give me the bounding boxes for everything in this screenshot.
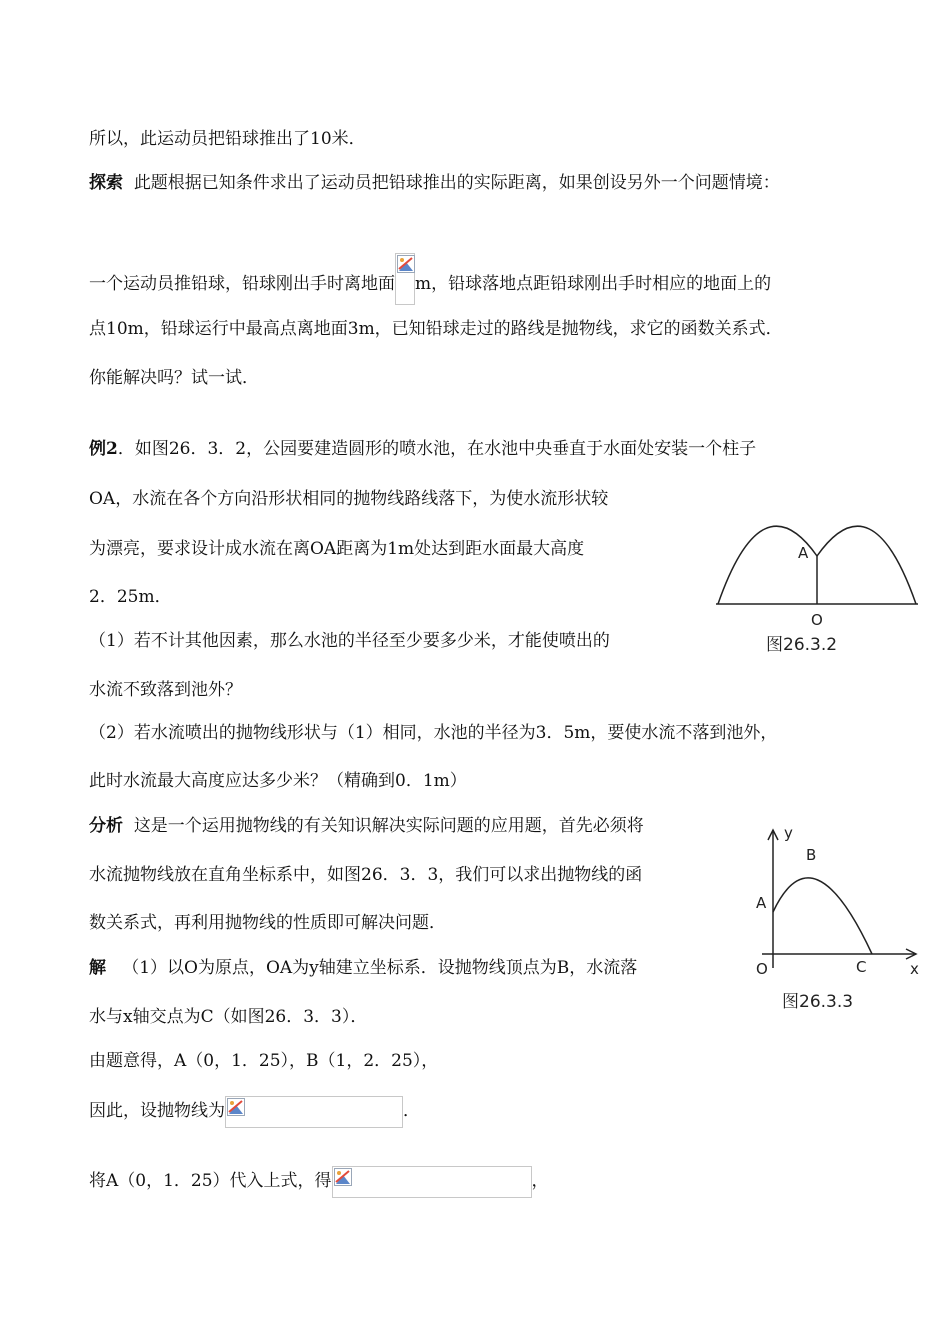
text-span: ， [531,1171,549,1191]
figure-caption: 图26.3.3 [782,992,854,1012]
text-line [89,957,637,979]
text-line: 数关系式，再利用抛物线的性质即可解决问题． [89,913,446,933]
text-line [89,172,780,194]
text-line: 水流不致落到池外？ [89,680,242,700]
text-span: m，铅球落地点距铅球刚出手时相应的地面上的 [415,274,772,294]
formula-image [332,1166,532,1198]
parabola-curve [773,878,872,954]
text-line: 2．25m． [89,587,172,607]
broken-image-icon [397,255,415,273]
text-line: （2）若水流喷出的抛物线形状与（1）相同，水池的半径为3．5m，要使水流不落到池外， [89,723,778,743]
text-span: 因此，设抛物线为 [89,1101,225,1121]
axis-y-label: y [784,824,793,842]
text-span: 此题根据已知条件求出了运动员把铅球推出的实际距离，如果创设另外一个问题情境： [133,173,780,193]
text-line: 此时水流最大高度应达多少米？（精确到0．1m） [89,771,467,791]
figure-fountain-diagram [712,508,924,628]
point-o-label: O [811,611,823,628]
label-solution: 解 [89,958,106,978]
point-b-label: B [806,846,817,864]
label-explore: 探索 [89,173,123,193]
label-example: 例2 [89,439,118,459]
text-line: 水流抛物线放在直角坐标系中，如图26．3．3，我们可以求出抛物线的函 [89,865,643,885]
text-line: 所以，此运动员把铅球推出了10米． [89,129,366,149]
left-parabola [718,526,817,604]
broken-image-icon [334,1168,352,1186]
point-c-label: C [856,958,867,976]
text-span: 一个运动员推铅球，铅球刚出手时离地面 [89,274,395,294]
text-span: 将A（0，1．25）代入上式，得 [89,1171,332,1191]
text-span: 这是一个运用抛物线的有关知识解决实际问题的应用题，首先必须将 [133,816,644,836]
figure-caption: 图26.3.2 [766,635,838,655]
label-analysis: 分析 [89,816,123,836]
text-line [89,815,644,837]
text-line: （1）若不计其他因素，那么水池的半径至少要多少米，才能使喷出的 [89,631,610,651]
text-line [89,438,756,460]
text-line: 为漂亮，要求设计成水流在离OA距离为1m处达到距水面最大高度 [89,539,585,559]
point-a-label: A [756,894,767,912]
text-span: ． [403,1101,420,1121]
formula-image [395,253,415,305]
text-line: 你能解决吗？试一试． [89,368,259,388]
text-line: OA，水流在各个方向沿形状相同的抛物线路线落下，为使水流形状较 [89,489,609,509]
text-line: 水与x轴交点为C（如图26．3．3）． [89,1007,368,1027]
axis-x-label: x [910,960,919,978]
right-parabola [817,526,916,604]
figure-coordinate-diagram [748,822,928,982]
text-line [89,1096,420,1128]
text-line: 由题意得，A（0，1．25），B（1，2．25）， [89,1051,439,1071]
formula-image [225,1096,403,1128]
text-span: ．如图26．3．2，公园要建造圆形的喷水池，在水池中央垂直于水面处安装一个柱子 [117,439,757,459]
text-line [89,253,771,305]
text-line: 点10m，铅球运行中最高点离地面3m，已知铅球走过的路线是抛物线，求它的函数关系式． [89,319,783,339]
origin-o-label: O [756,960,768,978]
text-span: （1）以O为原点，OA为y轴建立坐标系．设抛物线顶点为B，水流落 [122,958,638,978]
text-line [89,1166,549,1198]
broken-image-icon [227,1098,245,1116]
point-a-label: A [798,544,809,562]
